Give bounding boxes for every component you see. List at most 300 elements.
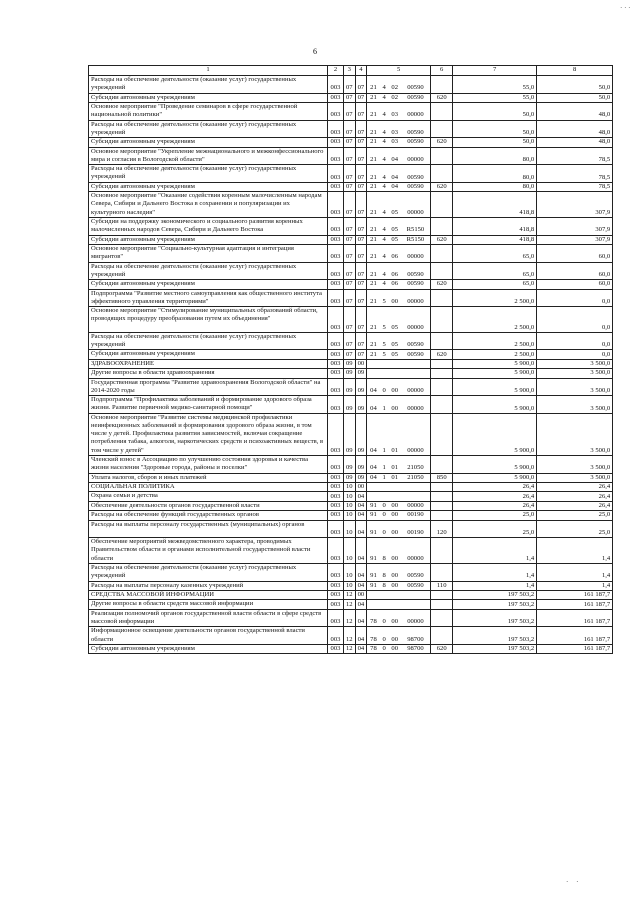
row-target-event bbox=[389, 369, 401, 378]
row-target-direction: 00190 bbox=[401, 511, 431, 520]
row-expense-type bbox=[431, 359, 453, 368]
table-body bbox=[89, 76, 613, 654]
row-target-event: 04 bbox=[389, 147, 401, 165]
row-amount-plan: 80,0 bbox=[453, 182, 537, 191]
row-subsection: 04 bbox=[355, 609, 367, 627]
table-row bbox=[89, 165, 613, 183]
row-target-program: 21 bbox=[367, 244, 380, 262]
row-expense-type: 620 bbox=[431, 93, 453, 102]
row-target-subprogram bbox=[380, 600, 389, 609]
page-number: 6 bbox=[313, 47, 317, 56]
row-subsection: 09 bbox=[355, 413, 367, 455]
row-name: Основное мероприятие "Оказание содействия коренным малочисленным народам Севера, Сибири и Дальнего Востока в сохранении и популяризации их культурного наследия" bbox=[89, 192, 328, 218]
row-subsection: 07 bbox=[355, 307, 367, 333]
row-target-direction: 00000 bbox=[401, 244, 431, 262]
row-amount-plan: 1,4 bbox=[453, 538, 537, 564]
row-target-direction bbox=[401, 483, 431, 492]
row-target-subprogram: 8 bbox=[380, 581, 389, 590]
row-target-event bbox=[389, 600, 401, 609]
table-row bbox=[89, 289, 613, 307]
row-name: Расходы на обеспечение функций государственных органов bbox=[89, 511, 328, 520]
row-target-program: 21 bbox=[367, 235, 380, 244]
row-name: ЗДРАВООХРАНЕНИЕ bbox=[89, 359, 328, 368]
header-col-4: 4 bbox=[355, 66, 367, 76]
row-grbs: 003 bbox=[328, 244, 344, 262]
row-target-program: 91 bbox=[367, 501, 380, 510]
table-row bbox=[89, 182, 613, 191]
table-row bbox=[89, 590, 613, 599]
row-amount-plan: 197 503,2 bbox=[453, 600, 537, 609]
row-section: 10 bbox=[344, 501, 356, 510]
row-subsection: 07 bbox=[355, 165, 367, 183]
row-name: Субсидии автономным учреждениям bbox=[89, 138, 328, 147]
row-amount-actual: 78,5 bbox=[537, 165, 613, 183]
row-grbs: 003 bbox=[328, 492, 344, 501]
row-target-subprogram bbox=[380, 492, 389, 501]
row-section: 10 bbox=[344, 492, 356, 501]
row-target-event: 05 bbox=[389, 235, 401, 244]
header-col-6: 6 bbox=[431, 66, 453, 76]
row-target-event: 03 bbox=[389, 120, 401, 138]
row-target-event: 00 bbox=[389, 627, 401, 645]
row-target-program: 21 bbox=[367, 350, 380, 359]
row-section: 07 bbox=[344, 262, 356, 280]
row-amount-plan: 2 500,0 bbox=[453, 307, 537, 333]
row-target-program: 21 bbox=[367, 76, 380, 94]
header-col-5: 5 bbox=[367, 66, 431, 76]
row-amount-plan: 5 900,0 bbox=[453, 369, 537, 378]
row-target-subprogram: 5 bbox=[380, 307, 389, 333]
row-target-event: 00 bbox=[389, 563, 401, 581]
row-target-event: 00 bbox=[389, 644, 401, 653]
row-name: Основное мероприятие "Укрепление межнационального и межконфессионального мира и согласия в Вологодской области" bbox=[89, 147, 328, 165]
row-subsection: 07 bbox=[355, 192, 367, 218]
row-grbs: 003 bbox=[328, 456, 344, 474]
row-expense-type: 120 bbox=[431, 520, 453, 538]
row-target-event: 02 bbox=[389, 76, 401, 94]
row-target-program: 91 bbox=[367, 581, 380, 590]
row-target-subprogram: 0 bbox=[380, 609, 389, 627]
row-amount-plan: 5 900,0 bbox=[453, 473, 537, 482]
table-row bbox=[89, 102, 613, 120]
row-expense-type bbox=[431, 538, 453, 564]
row-target-subprogram: 4 bbox=[380, 262, 389, 280]
row-target-event: 06 bbox=[389, 262, 401, 280]
table-row bbox=[89, 473, 613, 482]
row-section: 09 bbox=[344, 456, 356, 474]
row-section: 07 bbox=[344, 93, 356, 102]
row-name: Расходы на обеспечение деятельности (оказание услуг) государственных учреждений bbox=[89, 76, 328, 94]
row-section: 09 bbox=[344, 359, 356, 368]
table-row bbox=[89, 644, 613, 653]
row-subsection: 07 bbox=[355, 102, 367, 120]
row-amount-actual: 48,0 bbox=[537, 102, 613, 120]
row-target-program: 04 bbox=[367, 473, 380, 482]
row-name: Субсидии автономным учреждениям bbox=[89, 93, 328, 102]
row-target-program bbox=[367, 600, 380, 609]
table-row bbox=[89, 262, 613, 280]
table-row bbox=[89, 359, 613, 368]
row-amount-actual: 161 187,7 bbox=[537, 644, 613, 653]
row-grbs: 003 bbox=[328, 627, 344, 645]
row-expense-type bbox=[431, 332, 453, 350]
row-target-program bbox=[367, 483, 380, 492]
row-grbs: 003 bbox=[328, 511, 344, 520]
row-grbs: 003 bbox=[328, 147, 344, 165]
row-target-program: 91 bbox=[367, 520, 380, 538]
row-subsection: 00 bbox=[355, 483, 367, 492]
row-amount-plan: 80,0 bbox=[453, 165, 537, 183]
row-subsection: 04 bbox=[355, 511, 367, 520]
row-name: Обеспечение мероприятий межведомственного характера, проводимых Правительством области и органами исполнительной государственной власти области bbox=[89, 538, 328, 564]
row-expense-type bbox=[431, 600, 453, 609]
row-target-event: 00 bbox=[389, 511, 401, 520]
row-expense-type bbox=[431, 120, 453, 138]
table-row bbox=[89, 520, 613, 538]
row-amount-plan: 26,4 bbox=[453, 492, 537, 501]
row-target-subprogram: 0 bbox=[380, 644, 389, 653]
row-target-direction: 00000 bbox=[401, 538, 431, 564]
row-amount-actual: 161 187,7 bbox=[537, 627, 613, 645]
row-grbs: 003 bbox=[328, 563, 344, 581]
row-target-subprogram: 0 bbox=[380, 501, 389, 510]
row-grbs: 003 bbox=[328, 289, 344, 307]
row-target-program: 21 bbox=[367, 332, 380, 350]
table-row bbox=[89, 581, 613, 590]
row-target-direction: 00590 bbox=[401, 76, 431, 94]
row-expense-type bbox=[431, 102, 453, 120]
row-amount-plan: 2 500,0 bbox=[453, 332, 537, 350]
row-expense-type bbox=[431, 369, 453, 378]
row-target-program: 21 bbox=[367, 307, 380, 333]
row-grbs: 003 bbox=[328, 501, 344, 510]
row-section: 07 bbox=[344, 244, 356, 262]
row-target-direction: 00000 bbox=[401, 378, 431, 396]
row-target-event: 05 bbox=[389, 217, 401, 235]
row-amount-plan: 1,4 bbox=[453, 581, 537, 590]
row-grbs: 003 bbox=[328, 280, 344, 289]
row-amount-actual: 307,9 bbox=[537, 235, 613, 244]
table-row bbox=[89, 235, 613, 244]
row-amount-plan: 418,8 bbox=[453, 235, 537, 244]
row-target-subprogram: 4 bbox=[380, 120, 389, 138]
row-name: Государственная программа "Развитие здравоохранения Вологодской области" на 2014-2020 годы bbox=[89, 378, 328, 396]
row-target-subprogram: 4 bbox=[380, 138, 389, 147]
row-target-event: 00 bbox=[389, 581, 401, 590]
row-amount-plan: 65,0 bbox=[453, 280, 537, 289]
row-target-program: 21 bbox=[367, 182, 380, 191]
table-row bbox=[89, 600, 613, 609]
row-name: Субсидии на поддержку экономического и социального развития коренных малочисленных народов Севера, Сибири и Дальнего Востока bbox=[89, 217, 328, 235]
row-amount-actual: 3 500,0 bbox=[537, 396, 613, 414]
row-section: 07 bbox=[344, 217, 356, 235]
row-target-program: 21 bbox=[367, 165, 380, 183]
row-amount-actual: 78,5 bbox=[537, 182, 613, 191]
row-grbs: 003 bbox=[328, 369, 344, 378]
row-target-direction: 00590 bbox=[401, 93, 431, 102]
row-target-subprogram: 0 bbox=[380, 520, 389, 538]
row-subsection: 04 bbox=[355, 520, 367, 538]
row-target-subprogram: 1 bbox=[380, 413, 389, 455]
row-target-subprogram: 4 bbox=[380, 93, 389, 102]
row-target-event: 00 bbox=[389, 289, 401, 307]
row-target-direction: 98700 bbox=[401, 627, 431, 645]
scan-footer-mark: · · bbox=[566, 878, 582, 886]
header-col-7: 7 bbox=[453, 66, 537, 76]
row-subsection: 07 bbox=[355, 147, 367, 165]
row-name: Другие вопросы в области здравоохранения bbox=[89, 369, 328, 378]
row-target-event bbox=[389, 590, 401, 599]
table-row bbox=[89, 280, 613, 289]
row-name: СРЕДСТВА МАССОВОЙ ИНФОРМАЦИИ bbox=[89, 590, 328, 599]
row-target-subprogram: 4 bbox=[380, 192, 389, 218]
table-row bbox=[89, 627, 613, 645]
row-grbs: 003 bbox=[328, 413, 344, 455]
row-target-direction: 00000 bbox=[401, 413, 431, 455]
row-section: 10 bbox=[344, 520, 356, 538]
row-subsection: 04 bbox=[355, 501, 367, 510]
row-section: 10 bbox=[344, 581, 356, 590]
row-target-program bbox=[367, 359, 380, 368]
row-amount-plan: 65,0 bbox=[453, 262, 537, 280]
row-target-direction: 00590 bbox=[401, 138, 431, 147]
row-target-program bbox=[367, 369, 380, 378]
row-section: 09 bbox=[344, 473, 356, 482]
row-target-subprogram: 8 bbox=[380, 563, 389, 581]
row-target-direction: 21050 bbox=[401, 456, 431, 474]
row-target-direction bbox=[401, 369, 431, 378]
row-amount-actual: 307,9 bbox=[537, 217, 613, 235]
table-row bbox=[89, 538, 613, 564]
row-amount-plan: 197 503,2 bbox=[453, 590, 537, 599]
row-target-event: 00 bbox=[389, 378, 401, 396]
row-expense-type: 850 bbox=[431, 473, 453, 482]
row-target-program: 21 bbox=[367, 138, 380, 147]
row-expense-type: 620 bbox=[431, 644, 453, 653]
row-grbs: 003 bbox=[328, 120, 344, 138]
row-amount-plan: 1,4 bbox=[453, 563, 537, 581]
row-grbs: 003 bbox=[328, 590, 344, 599]
row-name: Основное мероприятие "Развитие системы медицинской профилактики неинфекционных заболеваний и формирования здорового образа жизни, в том числе у детей. Профилактика развития зависимостей, включая сокращение потребления табака, алкоголя, наркотических средств и психоактивных веществ, в том числе у детей" bbox=[89, 413, 328, 455]
row-subsection: 07 bbox=[355, 182, 367, 191]
row-name: Расходы на выплаты персоналу государственных (муниципальных) органов bbox=[89, 520, 328, 538]
row-grbs: 003 bbox=[328, 217, 344, 235]
row-amount-actual: 3 500,0 bbox=[537, 456, 613, 474]
row-expense-type bbox=[431, 289, 453, 307]
row-target-program: 91 bbox=[367, 511, 380, 520]
row-expense-type bbox=[431, 511, 453, 520]
row-amount-plan: 197 503,2 bbox=[453, 609, 537, 627]
header-col-3: 3 bbox=[344, 66, 356, 76]
row-expense-type: 620 bbox=[431, 182, 453, 191]
row-target-program: 04 bbox=[367, 396, 380, 414]
row-grbs: 003 bbox=[328, 165, 344, 183]
table-row bbox=[89, 483, 613, 492]
row-section: 07 bbox=[344, 102, 356, 120]
row-subsection: 04 bbox=[355, 627, 367, 645]
row-amount-plan: 50,0 bbox=[453, 102, 537, 120]
table-row bbox=[89, 396, 613, 414]
row-target-event: 05 bbox=[389, 192, 401, 218]
row-subsection: 09 bbox=[355, 456, 367, 474]
row-grbs: 003 bbox=[328, 138, 344, 147]
row-subsection: 07 bbox=[355, 76, 367, 94]
row-target-program: 21 bbox=[367, 262, 380, 280]
row-target-direction: 00590 bbox=[401, 262, 431, 280]
row-section: 07 bbox=[344, 147, 356, 165]
row-amount-plan: 80,0 bbox=[453, 147, 537, 165]
row-section: 12 bbox=[344, 644, 356, 653]
row-subsection: 09 bbox=[355, 473, 367, 482]
row-name: Другие вопросы в области средств массовой информации bbox=[89, 600, 328, 609]
table-row bbox=[89, 120, 613, 138]
row-target-subprogram bbox=[380, 590, 389, 599]
row-name: Реализация полномочий органов государственной власти области в сфере средств массовой информации bbox=[89, 609, 328, 627]
row-target-event: 00 bbox=[389, 538, 401, 564]
row-expense-type bbox=[431, 165, 453, 183]
row-grbs: 003 bbox=[328, 473, 344, 482]
row-target-event bbox=[389, 359, 401, 368]
table-row bbox=[89, 492, 613, 501]
row-amount-plan: 2 500,0 bbox=[453, 289, 537, 307]
row-grbs: 003 bbox=[328, 520, 344, 538]
row-target-program: 91 bbox=[367, 563, 380, 581]
row-target-subprogram: 4 bbox=[380, 217, 389, 235]
row-amount-plan: 5 900,0 bbox=[453, 378, 537, 396]
row-target-program: 04 bbox=[367, 456, 380, 474]
header-col-2: 2 bbox=[328, 66, 344, 76]
row-name: Субсидии автономным учреждениям bbox=[89, 235, 328, 244]
row-subsection: 00 bbox=[355, 359, 367, 368]
row-target-event: 06 bbox=[389, 244, 401, 262]
row-target-program: 78 bbox=[367, 644, 380, 653]
row-amount-actual: 3 500,0 bbox=[537, 359, 613, 368]
row-target-direction: 00590 bbox=[401, 120, 431, 138]
row-amount-actual: 60,0 bbox=[537, 280, 613, 289]
row-section: 07 bbox=[344, 307, 356, 333]
row-section: 07 bbox=[344, 280, 356, 289]
row-grbs: 003 bbox=[328, 581, 344, 590]
row-target-direction: 00590 bbox=[401, 350, 431, 359]
row-target-event bbox=[389, 483, 401, 492]
row-amount-plan: 65,0 bbox=[453, 244, 537, 262]
row-section: 09 bbox=[344, 413, 356, 455]
row-expense-type bbox=[431, 501, 453, 510]
row-section: 07 bbox=[344, 289, 356, 307]
row-name: Основное мероприятие "Проведение семинаров в сфере государственной национальной политики" bbox=[89, 102, 328, 120]
row-target-subprogram: 1 bbox=[380, 396, 389, 414]
row-amount-actual: 1,4 bbox=[537, 581, 613, 590]
row-amount-actual: 26,4 bbox=[537, 483, 613, 492]
row-section: 10 bbox=[344, 511, 356, 520]
row-subsection: 04 bbox=[355, 600, 367, 609]
row-amount-actual: 48,0 bbox=[537, 138, 613, 147]
row-grbs: 003 bbox=[328, 192, 344, 218]
row-section: 09 bbox=[344, 396, 356, 414]
row-subsection: 07 bbox=[355, 93, 367, 102]
row-target-program: 21 bbox=[367, 102, 380, 120]
row-target-direction: 00590 bbox=[401, 165, 431, 183]
row-amount-actual: 0,0 bbox=[537, 307, 613, 333]
row-amount-plan: 418,8 bbox=[453, 217, 537, 235]
row-name: Основное мероприятие "Стимулирование муниципальных образований области, проводящих процедуру преобразования путем их объединения" bbox=[89, 307, 328, 333]
row-expense-type bbox=[431, 609, 453, 627]
row-target-direction: 00590 bbox=[401, 182, 431, 191]
row-name: Обеспечение деятельности органов государственной власти bbox=[89, 501, 328, 510]
row-target-direction bbox=[401, 359, 431, 368]
row-section: 07 bbox=[344, 192, 356, 218]
row-subsection: 04 bbox=[355, 644, 367, 653]
row-expense-type bbox=[431, 147, 453, 165]
row-amount-actual: 78,5 bbox=[537, 147, 613, 165]
row-subsection: 00 bbox=[355, 590, 367, 599]
row-target-direction: R5150 bbox=[401, 235, 431, 244]
row-section: 07 bbox=[344, 76, 356, 94]
row-amount-actual: 60,0 bbox=[537, 262, 613, 280]
table-row bbox=[89, 192, 613, 218]
table-row bbox=[89, 350, 613, 359]
row-target-subprogram bbox=[380, 369, 389, 378]
row-target-direction: 00000 bbox=[401, 501, 431, 510]
row-amount-plan: 55,0 bbox=[453, 93, 537, 102]
row-target-program: 21 bbox=[367, 93, 380, 102]
table-row bbox=[89, 378, 613, 396]
row-name: Расходы на обеспечение деятельности (оказание услуг) государственных учреждений bbox=[89, 563, 328, 581]
row-amount-actual: 25,0 bbox=[537, 520, 613, 538]
row-target-event: 01 bbox=[389, 473, 401, 482]
row-target-program: 21 bbox=[367, 217, 380, 235]
row-subsection: 04 bbox=[355, 563, 367, 581]
row-amount-plan: 5 900,0 bbox=[453, 456, 537, 474]
row-expense-type bbox=[431, 396, 453, 414]
row-target-event: 04 bbox=[389, 182, 401, 191]
row-target-program: 04 bbox=[367, 378, 380, 396]
header-col-1: 1 bbox=[89, 66, 328, 76]
row-target-direction: 21050 bbox=[401, 473, 431, 482]
row-target-subprogram: 4 bbox=[380, 182, 389, 191]
row-expense-type bbox=[431, 378, 453, 396]
row-subsection: 07 bbox=[355, 289, 367, 307]
row-target-direction bbox=[401, 600, 431, 609]
row-target-subprogram: 5 bbox=[380, 350, 389, 359]
row-target-program: 21 bbox=[367, 147, 380, 165]
row-target-event: 05 bbox=[389, 350, 401, 359]
row-amount-plan: 197 503,2 bbox=[453, 644, 537, 653]
row-expense-type bbox=[431, 217, 453, 235]
row-expense-type bbox=[431, 244, 453, 262]
row-grbs: 003 bbox=[328, 102, 344, 120]
row-target-event: 02 bbox=[389, 93, 401, 102]
table-row bbox=[89, 244, 613, 262]
row-grbs: 003 bbox=[328, 262, 344, 280]
row-section: 07 bbox=[344, 138, 356, 147]
row-name: Уплата налогов, сборов и иных платежей bbox=[89, 473, 328, 482]
row-target-direction: 00590 bbox=[401, 581, 431, 590]
row-amount-actual: 3 500,0 bbox=[537, 413, 613, 455]
table-row bbox=[89, 138, 613, 147]
row-target-direction: 00590 bbox=[401, 332, 431, 350]
row-section: 12 bbox=[344, 609, 356, 627]
row-subsection: 09 bbox=[355, 369, 367, 378]
table-row bbox=[89, 456, 613, 474]
row-section: 10 bbox=[344, 563, 356, 581]
row-grbs: 003 bbox=[328, 378, 344, 396]
row-amount-actual: 161 187,7 bbox=[537, 600, 613, 609]
row-amount-actual: 50,0 bbox=[537, 76, 613, 94]
row-subsection: 09 bbox=[355, 378, 367, 396]
row-amount-actual: 307,9 bbox=[537, 192, 613, 218]
row-target-program: 78 bbox=[367, 627, 380, 645]
